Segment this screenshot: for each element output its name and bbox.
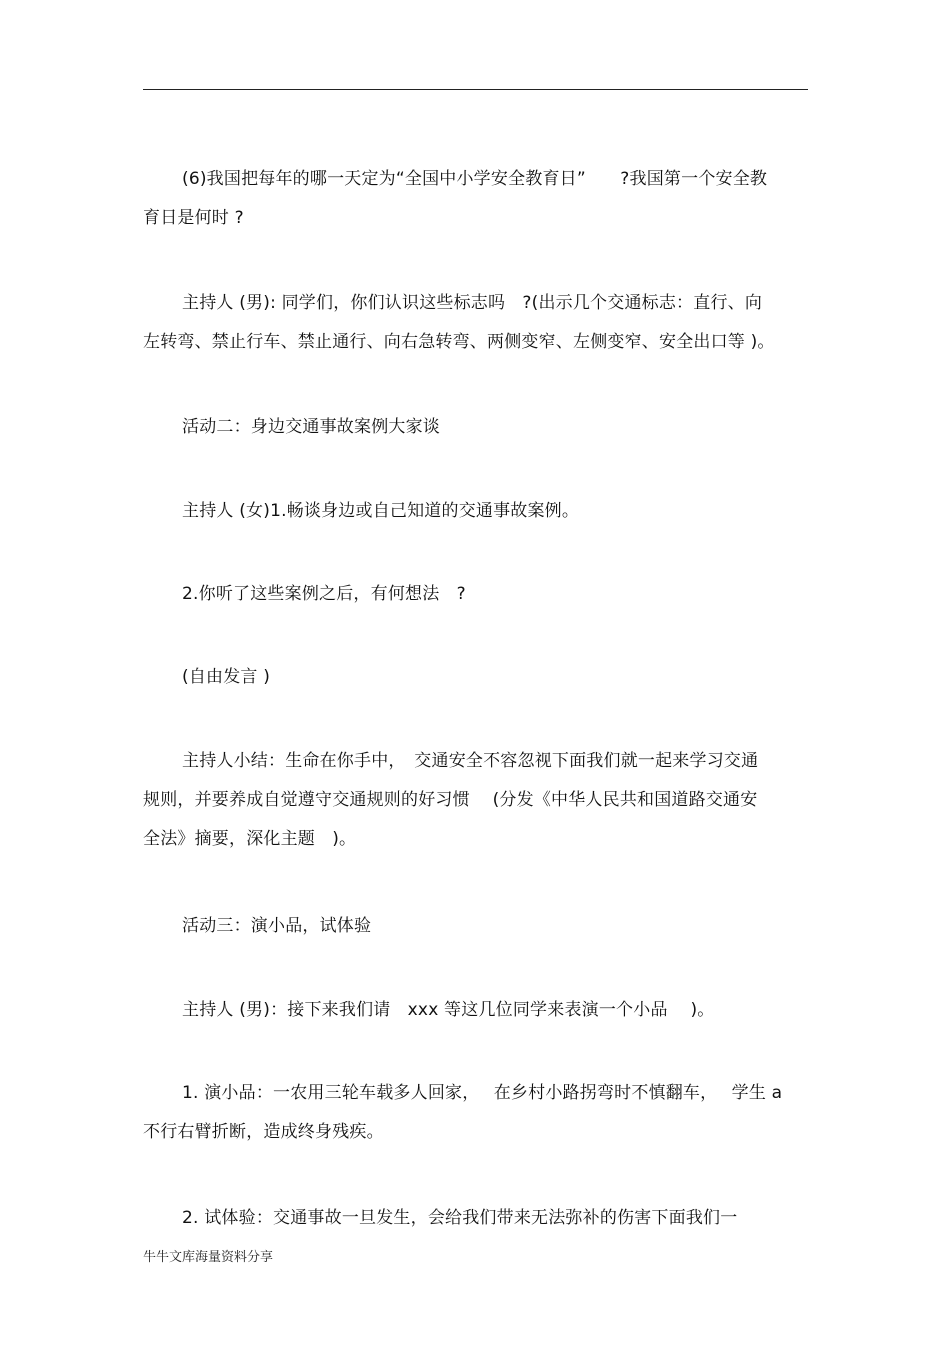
text-line: 规则，并要养成自觉遵守交通规则的好习惯 (分发《中华人民共和国道路交通安 <box>143 790 758 810</box>
header-rule <box>143 89 808 90</box>
paragraph-skit-item-1 <box>143 1074 808 1152</box>
paragraph-question-6 <box>143 160 808 238</box>
text-line: 左转弯、禁止行车、禁止通行、向右急转弯、两侧变窄、左侧变窄、安全出口等 )。 <box>143 332 775 352</box>
text-line: 育日是何时 ? <box>143 208 244 228</box>
text-line: 主持人 (女)1.畅谈身边或自己知道的交通事故案例。 <box>182 501 580 521</box>
heading-activity-three <box>143 907 808 946</box>
text-line: 2. 试体验：交通事故一旦发生，会给我们带来无法弥补的伤害下面我们一 <box>182 1208 738 1228</box>
text-line: 2.你听了这些案例之后，有何想法 ? <box>182 584 466 604</box>
paragraph-host-male-skit <box>143 991 808 1030</box>
heading-activity-two <box>143 408 808 447</box>
paragraph-question-thoughts <box>143 575 808 614</box>
page-footer: 牛牛文库海量资料分享 <box>143 1250 274 1265</box>
paragraph-host-summary <box>143 742 808 859</box>
text-line: 1. 演小品：一农用三轮车载多人回家， 在乡村小路拐弯时不慎翻车， 学生 a <box>182 1083 783 1103</box>
text-line: 活动三：演小品，试体验 <box>182 916 372 936</box>
paragraph-host-female-cases <box>143 492 808 531</box>
text-line: 主持人 (男): 同学们，你们认识这些标志吗 ?(出示几个交通标志：直行、向 <box>182 293 763 313</box>
paragraph-host-male-signs <box>143 284 808 362</box>
text-line: (自由发言 ) <box>182 667 271 687</box>
text-line: 主持人 (男)：接下来我们请 xxx 等这几位同学来表演一个小品 )。 <box>182 1000 715 1020</box>
text-line: (6)我国把每年的哪一天定为“全国中小学安全教育日” ?我国第一个安全教 <box>182 169 768 189</box>
paragraph-free-speech <box>143 658 808 697</box>
text-line: 不行右臂折断，造成终身残疾。 <box>143 1122 384 1142</box>
text-line: 全法》摘要，深化主题 )。 <box>143 829 357 849</box>
paragraph-experience-item-2 <box>143 1199 808 1238</box>
text-line: 主持人小结：生命在你手中， 交通安全不容忽视下面我们就一起来学习交通 <box>182 751 759 771</box>
text-line: 活动二：身边交通事故案例大家谈 <box>182 417 440 437</box>
